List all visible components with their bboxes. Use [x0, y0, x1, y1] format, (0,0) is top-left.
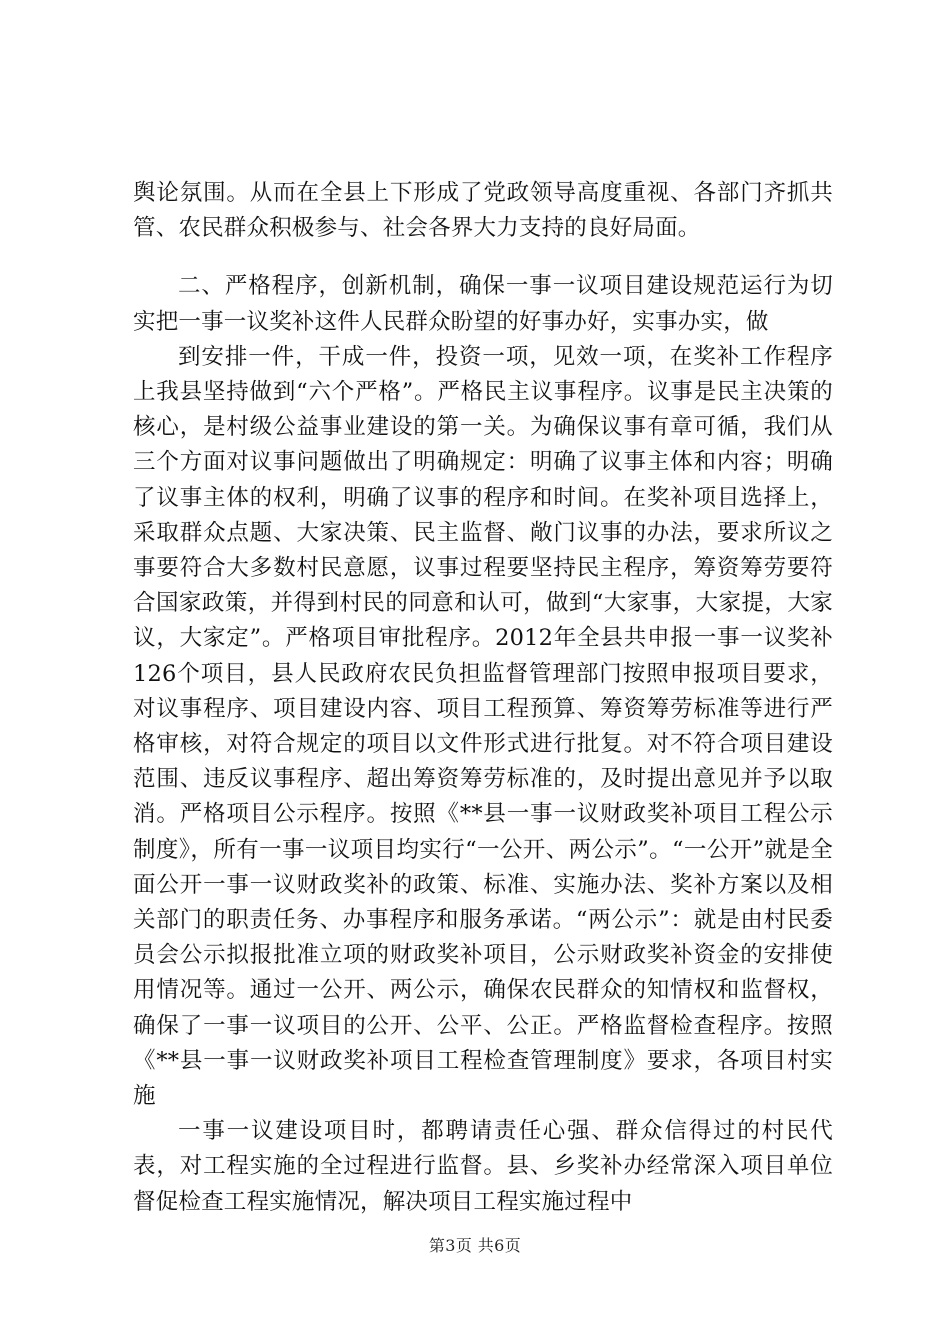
page-footer: [0, 1236, 950, 1256]
paragraph-project-supervision: 一事一议建设项目时，都聘请责任心强、群众信得过的村民代表，对工程实施的全过程进行监督。县、乡奖补办经常深入项目单位督促检查工程实施情况，解决项目工程实施过程中: [133, 1118, 833, 1215]
paragraph-public-opinion: 舆论氛围。从而在全县上下形成了党政领导高度重视、各部门齐抓共管、农民群众积极参与、社会各界大力支持的良好局面。: [133, 180, 833, 242]
paragraph-six-strict-procedures: 到安排一件，干成一件，投资一项，见效一项，在奖补工作程序上我县坚持做到“六个严格”。严格民主议事程序。议事是民主决策的核心，是村级公益事业建设的第一关。为确保议事有章可循，我们从三个方面对议事问题做出了明确规定：明确了议事主体和内容；明确了议事主体的权利，明确了议事的程序和时间。在奖补项目选择上，采取群众点题、大家决策、民主监督、敞门议事的办法，要求所议之事要符合大多数村民意愿，议事过程要坚持民主程序，筹资筹劳要符合国家政策，并得到村民的同意和认可，做到“大家事，大家提，大家议，大家定”。严格项目审批程序。2012年全县共申报一事一议奖补126个项目，县人民政府农民负担监督管理部门按照申报项目要求，对议事程序、项目建设内容、项目工程预算、筹资筹劳标准等进行严格审核，对符合规定的项目以文件形式进行批复。对不符合项目建设范围、违反议事程序、超出筹资筹劳标准的，及时提出意见并予以取消。严格项目公示程序。按照《**县一事一议财政奖补项目工程公示制度》，所有一事一议项目均实行“一公开、两公示”。“一公开”就是全面公开一事一议财政奖补的政策、标准、实施办法、奖补方案以及相关部门的职责任务、办事程序和服务承诺。“两公示”：就是由村民委员会公示拟报批准立项的财政奖补项目，公示财政奖补资金的安排使用情况等。通过一公开、两公示，确保农民群众的知情权和监督权，确保了一事一议项目的公开、公平、公正。严格监督检查程序。按照《**县一事一议财政奖补项目工程检查管理制度》要求，各项目村实施: [133, 343, 833, 1110]
document-body: [133, 176, 833, 1220]
paragraph-section-heading: 二、严格程序，创新机制，确保一事一议项目建设规范运行为切实把一事一议奖补这件人民群众盼望的好事办好，实事办实，做: [133, 273, 833, 335]
page-number: 第3页 共6页: [428, 1236, 522, 1255]
